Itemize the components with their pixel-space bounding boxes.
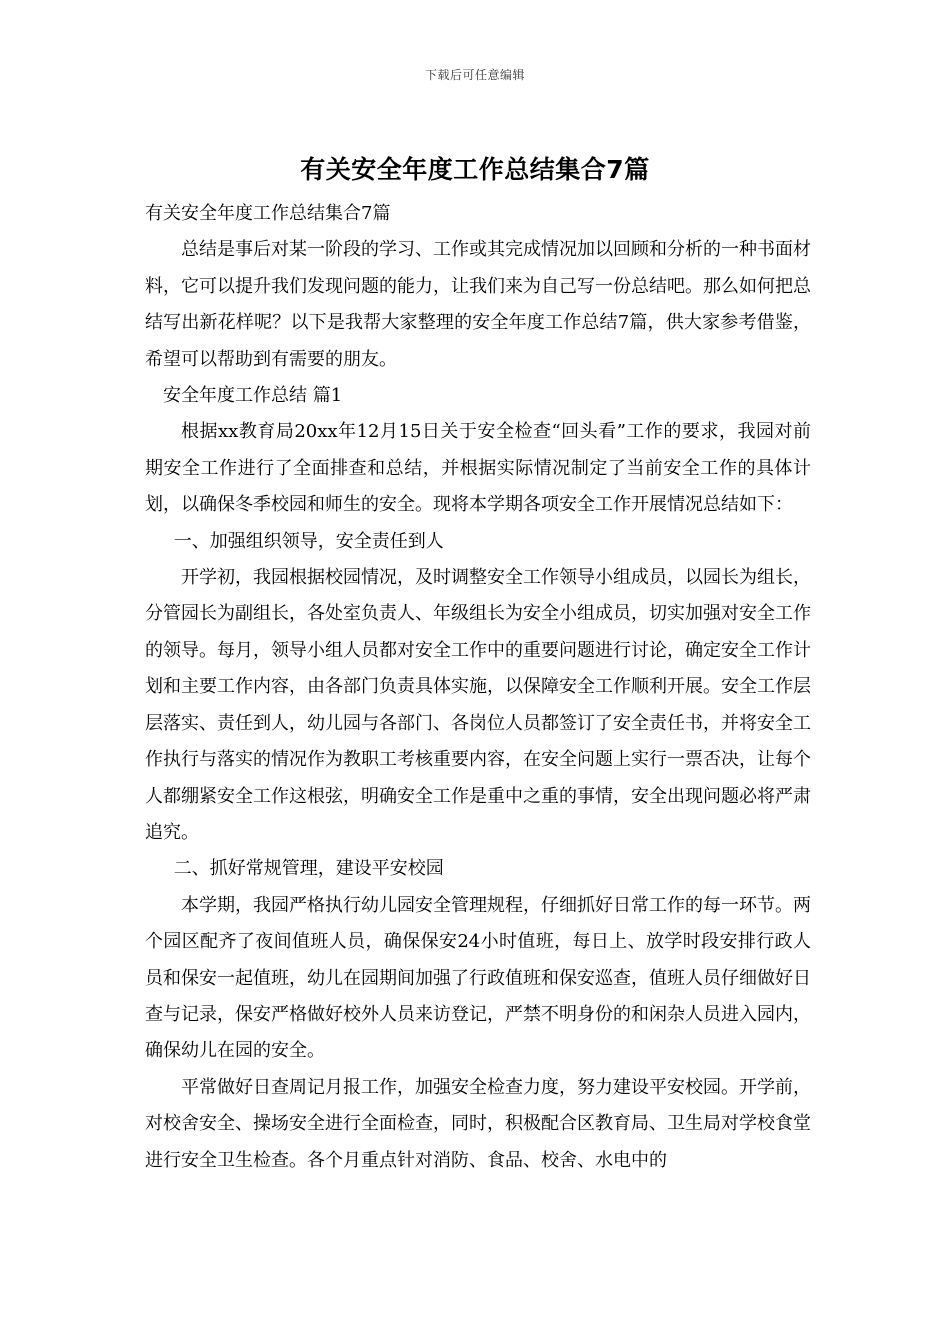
section-heading: 安全年度工作总结 篇1 — [163, 385, 343, 407]
subsection-heading: 二、抓好常规管理，建设平安校园 — [173, 858, 444, 880]
body-paragraph: 开学初，我园根据校园情况，及时调整安全工作领导小组成员，以园长为组长，分管园长为副组长，各处室负责人、年级组长为安全小组成员，切实加强对安全工作的领导。每月，领导小组人员都对安全工作中的重要问题进行讨论，确定安全工作计划和主要工作内容，由各部门负责具体实施，以保障安全工作顺利开展。安全工作层层落实、责任到人，幼儿园与各部门、各岗位人员都签订了安全责任书，并将安全工作执行与落实的情况作为教职工考核重要内容，在安全问题上实行一票否决，让每个人都绷紧安全工作这根弦，明确安全工作是重中之重的事情，安全出现问题必将严肃追究。 — [145, 567, 811, 843]
document-title: 有关安全年度工作总结集合7篇 — [300, 155, 650, 184]
body-paragraph: 本学期，我园严格执行幼儿园安全管理规程，仔细抓好日常工作的每一环节。两个园区配齐了夜间值班人员，确保保安24小时值班，每日上、放学时段安排行政人员和保安一起值班，幼儿在园期间加强了行政值班和保安巡查，值班人员仔细做好日查与记录，保安严格做好校外人员来访登记，严禁不明身份的和闲杂人员进入园内，确保幼儿在园的安全。 — [145, 894, 811, 1062]
document-body — [145, 196, 811, 1179]
header-note: 下载后可任意编辑 — [424, 68, 525, 82]
intro-paragraph: 总结是事后对某一阶段的学习、工作或其完成情况加以回顾和分析的一种书面材料，它可以提升我们发现问题的能力，让我们来为自己写一份总结吧。那么如何把总结写出新花样呢？以下是我帮大家整理的安全年度工作总结7篇，供大家参考借鉴，希望可以帮助到有需要的朋友。 — [145, 239, 811, 370]
subsection-heading: 一、加强组织领导，安全责任到人 — [173, 530, 444, 552]
body-paragraph: 平常做好日查周记月报工作，加强安全检查力度，努力建设平安校园。开学前，对校舍安全、操场安全进行全面检查，同时，积极配合区教育局、卫生局对学校食堂进行安全卫生检查。各个月重点针对消防、食品、校舍、水电中的 — [145, 1076, 811, 1171]
body-paragraph: 根据xx教育局20xx年12月15日关于安全检查“回头看”工作的要求，我园对前期安全工作进行了全面排查和总结，并根据实际情况制定了当前安全工作的具体计划，以确保冬季校园和师生的安全。现将本学期各项安全工作开展情况总结如下： — [145, 421, 811, 516]
subtitle-line: 有关安全年度工作总结集合7篇 — [145, 203, 391, 224]
